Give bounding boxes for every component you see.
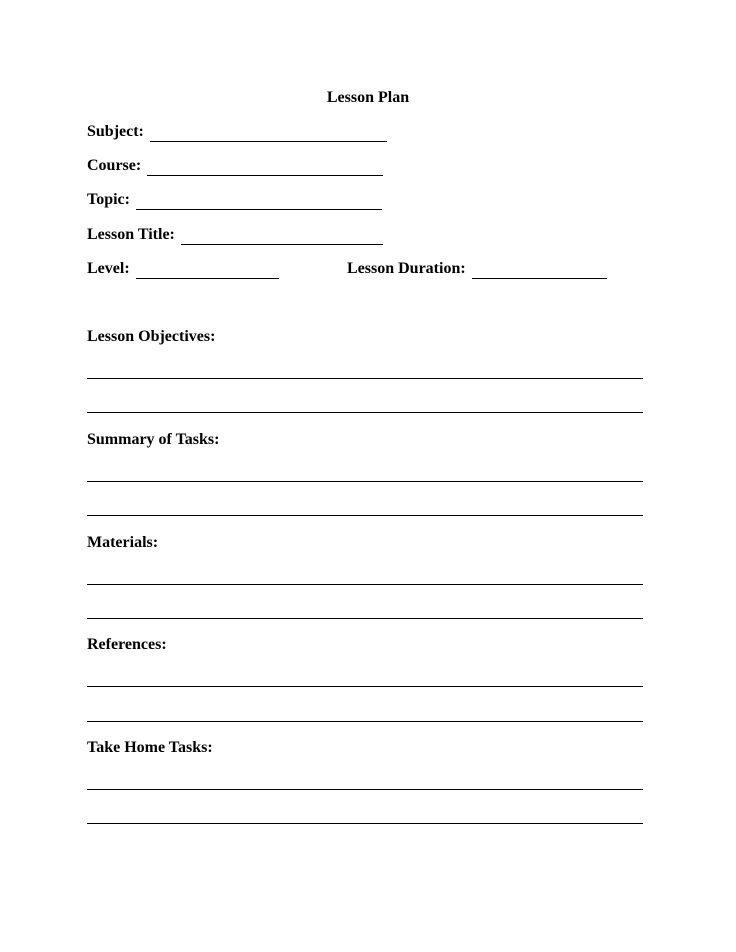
subject-row (87, 122, 387, 142)
lesson-title-row (87, 225, 383, 245)
materials-line-1[interactable] (87, 584, 643, 585)
topic-label: Topic: (87, 191, 130, 208)
take-home-line-2[interactable] (87, 823, 643, 824)
objectives-line-2[interactable] (87, 412, 643, 413)
lesson-duration-row (347, 259, 607, 279)
summary-line-1[interactable] (87, 481, 643, 482)
course-blank[interactable] (147, 159, 383, 176)
materials-line-2[interactable] (87, 618, 643, 619)
subject-blank[interactable] (150, 125, 387, 142)
level-row (87, 259, 279, 279)
lesson-title-label: Lesson Title: (87, 226, 175, 243)
take-home-line-1[interactable] (87, 789, 643, 790)
level-blank[interactable] (136, 262, 279, 279)
references-line-1[interactable] (87, 686, 643, 687)
level-label: Level: (87, 260, 130, 277)
lesson-duration-label: Lesson Duration: (347, 260, 466, 277)
references-heading: References: (87, 636, 167, 653)
topic-blank[interactable] (136, 193, 382, 210)
references-line-2[interactable] (87, 721, 643, 722)
take-home-heading: Take Home Tasks: (87, 739, 213, 756)
summary-line-2[interactable] (87, 515, 643, 516)
lesson-title-blank[interactable] (181, 228, 383, 245)
objectives-line-1[interactable] (87, 378, 643, 379)
topic-row (87, 190, 382, 210)
course-row (87, 156, 383, 176)
objectives-heading: Lesson Objectives: (87, 328, 216, 345)
summary-heading: Summary of Tasks: (87, 431, 220, 448)
page-title: Lesson Plan (326, 89, 410, 106)
course-label: Course: (87, 157, 142, 174)
lesson-duration-blank[interactable] (472, 262, 607, 279)
subject-label: Subject: (87, 123, 144, 140)
materials-heading: Materials: (87, 534, 159, 551)
